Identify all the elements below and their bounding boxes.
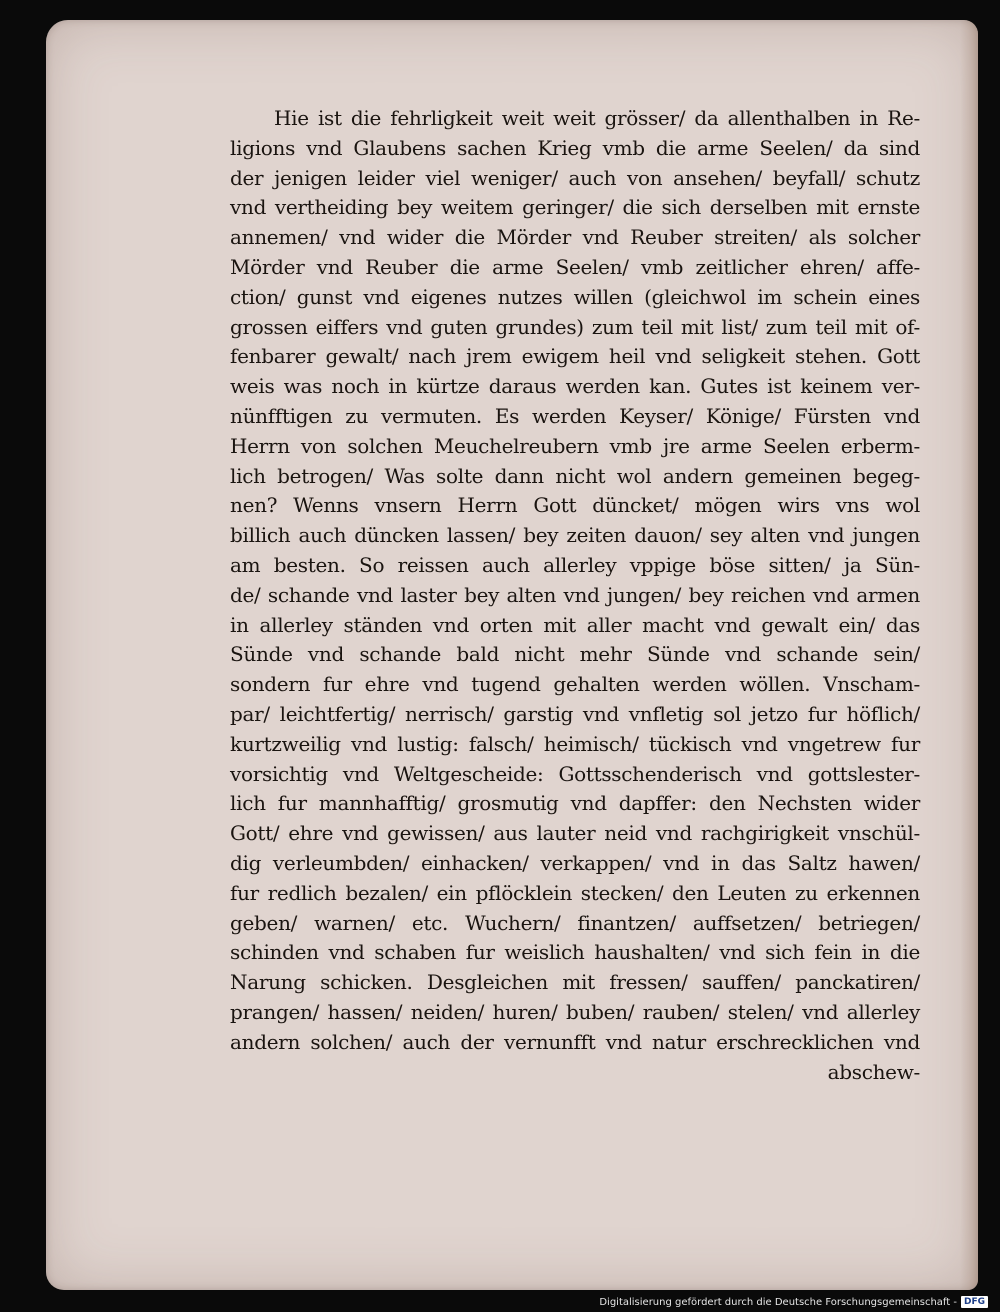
text-line-6: Mörder vnd Reuber die arme Seelen/ vmb zeitlicher ehren/ affe-: [230, 254, 920, 279]
catchword: abschew-: [827, 1059, 920, 1084]
text-line-14: nen? Wenns vnsern Herrn Gott düncket/ mögen wirs vns wol: [230, 493, 920, 518]
text-line-8: grossen eiffers vnd guten grundes) zum teil mit list/ zum teil mit of-: [230, 314, 920, 339]
text-line-2: ligions vnd Glaubens sachen Krieg vmb die arme Seelen/ da sind: [230, 135, 920, 160]
text-line-24: lich fur mannhafftig/ grosmutig vnd dapffer: den Nechsten wider: [230, 791, 920, 816]
text-line-4: vnd vertheiding bey weitem geringer/ die sich derselben mit ernste: [230, 195, 920, 220]
text-line-9: fenbarer gewalt/ nach jrem ewigem heil vnd seligkeit stehen. Gott: [230, 344, 920, 369]
text-line-1: Hie ist die fehrligkeit weit weit grösser/ da allenthalben in Re-: [274, 106, 920, 130]
text-line-23: vorsichtig vnd Weltgescheide: Gottsschenderisch vnd gottslester-: [230, 761, 920, 786]
text-line-7: ction/ gunst vnd eigenes nutzes willen (gleichwol im schein eines: [230, 284, 920, 309]
text-line-17: de/ schande vnd laster bey alten vnd jungen/ bey reichen vnd armen: [230, 582, 920, 607]
digitization-footer: [599, 1296, 988, 1308]
text-line-27: fur redlich bezalen/ ein pflöcklein stecken/ den Leuten zu erkennen: [230, 880, 920, 905]
book-page: [46, 20, 978, 1290]
funding-credit: Digitalisierung gefördert durch die Deutsche Forschungsgemeinschaft -: [599, 1296, 957, 1308]
text-line-32: andern solchen/ auch der vernunfft vnd natur erschrecklichen vnd: [230, 1029, 920, 1054]
text-line-12: Herrn von solchen Meuchelreubern vmb jre arme Seelen erberm-: [230, 433, 920, 458]
text-line-26: dig verleumbden/ einhacken/ verkappen/ vnd in das Saltz hawen/: [230, 850, 920, 875]
text-line-5: annemen/ vnd wider die Mörder vnd Reuber streiten/ als solcher: [230, 225, 920, 250]
text-line-19: Sünde vnd schande bald nicht mehr Sünde vnd schande sein/: [230, 642, 920, 667]
text-line-10: weis was noch in kürtze daraus werden kan. Gutes ist keinem ver-: [230, 374, 920, 399]
text-line-20: sondern fur ehre vnd tugend gehalten werden wöllen. Vnscham-: [230, 672, 920, 697]
text-line-3: der jenigen leider viel weniger/ auch von ansehen/ beyfall/ schutz: [230, 165, 920, 190]
text-line-21: par/ leichtfertig/ nerrisch/ garstig vnd vnfletig sol jetzo fur höflich/: [230, 701, 920, 726]
text-line-15: billich auch düncken lassen/ bey zeiten dauon/ sey alten vnd jungen: [230, 523, 920, 548]
text-line-31: prangen/ hassen/ neiden/ huren/ buben/ rauben/ stelen/ vnd allerley: [230, 999, 920, 1024]
text-line-11: nünfftigen zu vermuten. Es werden Keyser/ Könige/ Fürsten vnd: [230, 403, 920, 428]
text-line-18: in allerley ständen vnd orten mit aller macht vnd gewalt ein/ das: [230, 612, 920, 637]
text-line-30: Narung schicken. Desgleichen mit fressen/ sauffen/ panckatiren/: [230, 970, 920, 995]
text-line-29: schinden vnd schaben fur weislich haushalten/ vnd sich fein in die: [230, 940, 920, 965]
text-line-22: kurtzweilig vnd lustig: falsch/ heimisch/ tückisch vnd vngetrew fur: [230, 731, 920, 756]
text-line-13: lich betrogen/ Was solte dann nicht wol andern gemeinen begeg-: [230, 463, 920, 488]
text-line-28: geben/ warnen/ etc. Wuchern/ finantzen/ auffsetzen/ betriegen/: [230, 910, 920, 935]
dfg-logo: DFG: [961, 1296, 988, 1308]
text-line-25: Gott/ ehre vnd gewissen/ aus lauter neid vnd rachgirigkeit vnschül-: [230, 821, 920, 846]
text-line-16: am besten. So reissen auch allerley vppige böse sitten/ ja Sün-: [230, 552, 920, 577]
page-text: [230, 104, 920, 1087]
